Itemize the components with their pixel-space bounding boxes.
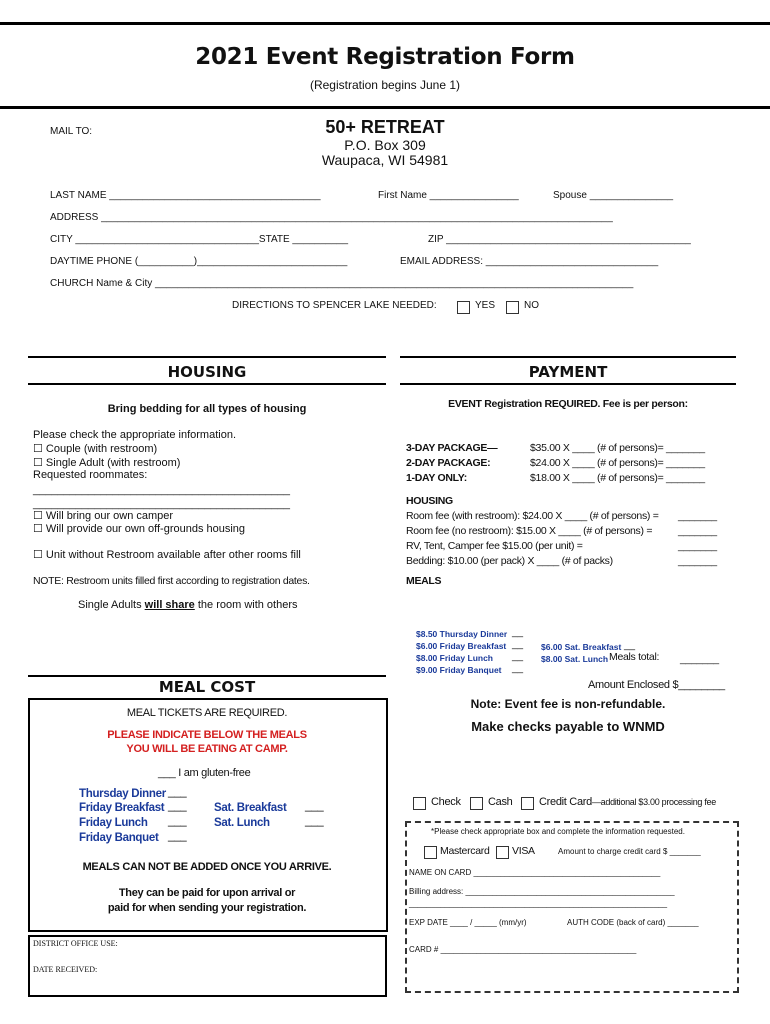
meal-fri-banquet: Friday Banquet (79, 832, 159, 844)
singles-note-post: the room with others (194, 599, 298, 611)
payment-bottom-rule (400, 383, 736, 385)
no-restroom-option[interactable]: ☐ Unit without Restroom available after other rooms fill (33, 549, 301, 561)
price-sat-breakfast: $6.00 Sat. Breakfast (541, 642, 622, 652)
single-option[interactable]: ☐ Single Adult (with restroom) (33, 457, 181, 469)
meal-sat-breakfast: Sat. Breakfast (214, 802, 287, 814)
meals-paid-2: paid for when sending your registration. (107, 902, 307, 914)
room-fee-no-total[interactable]: _______ (678, 525, 717, 537)
registration-required: EVENT Registration REQUIRED. Fee is per person: (448, 398, 688, 410)
housing-top-rule (28, 356, 386, 358)
meal-indicate-2: YOU WILL BE EATING AT CAMP. (126, 743, 288, 755)
meal-fri-lunch: Friday Lunch (79, 817, 148, 829)
visa-label: VISA (512, 845, 535, 857)
payable-note: Make checks payable to WNMD (471, 719, 665, 734)
price-fri-lunch-blank[interactable]: __ (512, 651, 524, 662)
directions-no-checkbox[interactable] (506, 301, 519, 314)
meal-fri-breakfast-blank[interactable]: ___ (168, 800, 187, 812)
directions-label: DIRECTIONS TO SPENCER LAKE NEEDED: (232, 300, 437, 311)
credit-card-checkbox[interactable] (521, 797, 534, 810)
check-label: Check (431, 796, 461, 808)
meal-indicate-1: PLEASE INDICATE BELOW THE MEALS (107, 729, 307, 741)
housing-heading: HOUSING (167, 363, 247, 381)
check-checkbox[interactable] (413, 797, 426, 810)
phone-field[interactable]: DAYTIME PHONE (__________)___________________________ (50, 256, 348, 267)
card-instructions: *Please check appropriate box and complete the information requested. (431, 827, 685, 836)
price-sat-lunch: $8.00 Sat. Lunch (541, 654, 609, 664)
mail-org: 50+ RETREAT (325, 117, 445, 137)
directions-yes-checkbox[interactable] (457, 301, 470, 314)
roommates-line-1[interactable]: __________________________________________ (33, 484, 290, 496)
housing-instructions: Please check the appropriate information. (33, 429, 237, 441)
meal-cost-heading: MEAL COST (158, 678, 256, 696)
payment-meals-label: MEALS (406, 575, 442, 587)
meal-fri-breakfast: Friday Breakfast (79, 802, 165, 814)
price-thu-dinner-blank[interactable]: __ (512, 627, 524, 638)
city-state-field[interactable]: CITY _________________________________STATE __________ (50, 234, 349, 245)
email-field[interactable]: EMAIL ADDRESS: _______________________________ (400, 256, 659, 267)
singles-note (78, 599, 298, 611)
credit-card-text: Credit Card (539, 796, 592, 808)
room-fee-no-restroom[interactable]: Room fee (no restroom): $15.00 X ____ (# of persons) = (406, 525, 653, 537)
credit-card-fee: —additional $3.00 processing fee (591, 797, 716, 807)
spouse-field[interactable]: Spouse _______________ (553, 190, 674, 201)
cash-checkbox[interactable] (470, 797, 483, 810)
meal-sat-lunch-blank[interactable]: ___ (305, 815, 324, 827)
cash-label: Cash (488, 796, 513, 808)
top-rule (0, 22, 770, 25)
meals-not-added: MEALS CAN NOT BE ADDED ONCE YOU ARRIVE. (82, 861, 332, 873)
roommates-line-2[interactable]: __________________________________________ (33, 498, 290, 510)
last-name-field[interactable]: LAST NAME ______________________________________ (50, 190, 321, 201)
credit-card-label (539, 796, 716, 808)
meals-total-line[interactable]: _______ (680, 653, 719, 665)
directions-no-label: NO (524, 300, 539, 311)
card-number[interactable]: CARD # ____________________________________________ (409, 945, 637, 954)
non-refundable-note: Note: Event fee is non-refundable. (470, 697, 666, 711)
exp-date[interactable]: EXP DATE ____ / _____ (mm/yr) (409, 918, 527, 927)
roommates-label: Requested roommates: (33, 469, 148, 481)
mastercard-label: Mastercard (440, 845, 490, 857)
singles-note-pre: Single Adults (78, 599, 145, 611)
mail-to-label: MAIL TO: (50, 126, 93, 137)
header-bottom-rule (0, 106, 770, 109)
mail-address1: P.O. Box 309 (344, 137, 426, 153)
gluten-free-field[interactable]: ___ I am gluten-free (158, 767, 251, 779)
price-fri-banquet-blank[interactable]: __ (512, 663, 524, 674)
meal-fri-banquet-blank[interactable]: ___ (168, 830, 187, 842)
meal-sat-breakfast-blank[interactable]: ___ (305, 800, 324, 812)
package-2day-price[interactable]: $24.00 X ____ (# of persons)= _______ (530, 457, 705, 469)
payment-top-rule (400, 356, 736, 358)
room-fee-with-total[interactable]: _______ (678, 510, 717, 522)
name-on-card[interactable]: NAME ON CARD __________________________________________ (409, 868, 661, 877)
price-fri-lunch: $8.00 Friday Lunch (416, 653, 493, 663)
price-fri-breakfast-blank[interactable]: __ (512, 639, 524, 650)
amount-enclosed[interactable]: Amount Enclosed $________ (588, 679, 725, 691)
auth-code[interactable]: AUTH CODE (back of card) _______ (567, 918, 699, 927)
off-grounds-option[interactable]: ☐ Will provide our own off-grounds housing (33, 523, 246, 535)
package-3day-price[interactable]: $35.00 X ____ (# of persons)= _______ (530, 442, 705, 454)
page-title: 2021 Event Registration Form (195, 44, 575, 70)
price-thu-dinner: $8.50 Thursday Dinner (416, 629, 508, 639)
page-subtitle: (Registration begins June 1) (309, 78, 461, 92)
price-fri-banquet: $9.00 Friday Banquet (416, 665, 502, 675)
package-1day-price[interactable]: $18.00 X ____ (# of persons)= _______ (530, 472, 705, 484)
bedding-fee[interactable]: Bedding: $10.00 (per pack) X ____ (# of packs) (406, 555, 613, 567)
mail-address2: Waupaca, WI 54981 (321, 152, 449, 168)
price-sat-breakfast-blank[interactable]: __ (624, 640, 636, 651)
room-fee-with-restroom[interactable]: Room fee (with restroom): $24.00 X ____ (# of persons) = (406, 510, 659, 522)
address-field[interactable]: ADDRESS ____________________________________________________________________________________________ (50, 212, 613, 223)
package-3day-label: 3-DAY PACKAGE— (406, 442, 498, 454)
date-received-label: DATE RECEIVED: (33, 965, 98, 974)
district-office-label: DISTRICT OFFICE USE: (33, 939, 118, 948)
meal-thu-dinner-blank[interactable]: ___ (168, 786, 187, 798)
meal-fri-lunch-blank[interactable]: ___ (168, 815, 187, 827)
billing-address-line-2[interactable]: __________________________________________________________ (409, 899, 668, 908)
meal-cost-top-rule (28, 675, 386, 677)
housing-bottom-rule (28, 383, 386, 385)
own-camper-option[interactable]: ☐ Will bring our own camper (33, 510, 174, 522)
meal-tickets-required: MEAL TICKETS ARE REQUIRED. (126, 707, 288, 719)
bedding-fee-total[interactable]: _______ (678, 555, 717, 567)
visa-checkbox[interactable] (496, 846, 509, 859)
directions-yes-label: YES (475, 300, 496, 311)
rv-fee-total[interactable]: _______ (678, 540, 717, 552)
meals-paid-1: They can be paid for upon arrival or (118, 887, 296, 899)
price-fri-breakfast: $6.00 Friday Breakfast (416, 641, 507, 651)
singles-note-bold: will share (144, 599, 195, 611)
restroom-note: NOTE: Restroom units filled first according to registration dates. (33, 575, 310, 587)
rv-fee[interactable]: RV, Tent, Camper fee $15.00 (per unit) = (406, 540, 583, 552)
payment-housing-label: HOUSING (406, 495, 453, 507)
meal-thu-dinner: Thursday Dinner (79, 788, 166, 800)
amount-to-charge[interactable]: Amount to charge credit card $ _______ (558, 847, 701, 856)
payment-heading: PAYMENT (528, 363, 608, 381)
zip-field[interactable]: ZIP ____________________________________________ (428, 234, 691, 245)
bedding-note: Bring bedding for all types of housing (107, 403, 307, 415)
couple-option[interactable]: ☐ Couple (with restroom) (33, 443, 158, 455)
package-2day-label: 2-DAY PACKAGE: (406, 457, 491, 469)
billing-address[interactable]: Billing address: _______________________________________________ (409, 887, 675, 896)
first-name-field[interactable]: First Name ________________ (378, 190, 519, 201)
church-field[interactable]: CHURCH Name & City ______________________________________________________________________________________ (50, 278, 634, 289)
meal-sat-lunch: Sat. Lunch (214, 817, 270, 829)
package-1day-label: 1-DAY ONLY: (406, 472, 467, 484)
meals-total-label: Meals total: (609, 651, 660, 663)
mastercard-checkbox[interactable] (424, 846, 437, 859)
